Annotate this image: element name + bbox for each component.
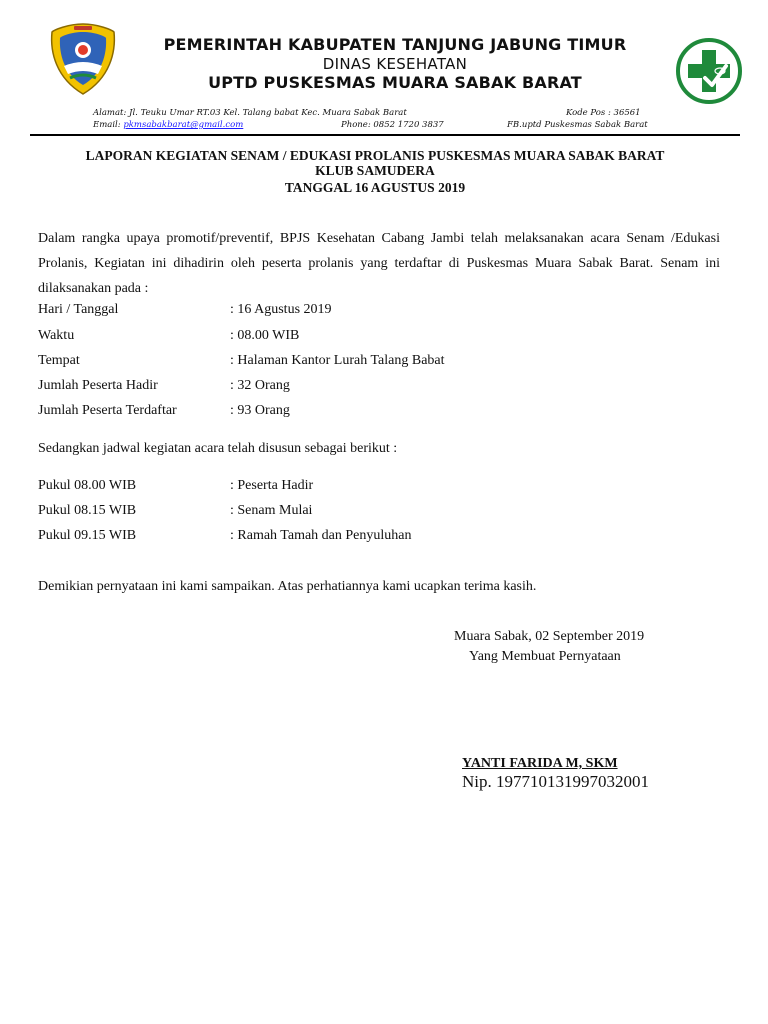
report-title: LAPORAN KEGIATAN SENAM / EDUKASI PROLANIS PUSKESMAS MUARA SABAK BARAT <box>85 148 665 163</box>
government-name: PEMERINTAH KABUPATEN TANJUNG JABUNG TIMUR <box>163 35 627 54</box>
report-date: TANGGAL 16 AGUSTUS 2019 <box>284 180 466 195</box>
detail-label: Jumlah Peserta Hadir <box>38 378 158 393</box>
schedule-time: Pukul 08.15 WIB <box>38 503 137 518</box>
signatory-name: YANTI FARIDA M, SKM <box>462 756 618 771</box>
detail-value: : 16 Agustus 2019 <box>230 302 332 317</box>
schedule-time: Pukul 09.15 WIB <box>38 528 137 543</box>
schedule-activity: : Ramah Tamah dan Penyuluhan <box>230 528 412 543</box>
signatory-nip: Nip. 197710131997032001 <box>462 772 649 791</box>
intro-paragraph: Dalam rangka upaya promotif/preventif, BPJS Kesehatan Cabang Jambi telah melaksanakan acara Senam /Edukasi Prolanis, Kegiatan ini dihadirin oleh peserta prolanis yang terdaftar di Puskesmas Muara Sabak Barat. Senam ini dilaksanakan pada : <box>38 231 720 296</box>
detail-value: : 32 Orang <box>230 378 290 393</box>
schedule-activity: : Peserta Hadir <box>230 478 314 493</box>
phone-text: Phone: 0852 1720 3837 <box>341 120 444 130</box>
detail-value: : 08.00 WIB <box>230 328 300 343</box>
report-club: KLUB SAMUDERA <box>315 163 435 178</box>
postal-code: Kode Pos : 36561 <box>566 108 641 118</box>
place-date: Muara Sabak, 02 September 2019 <box>454 629 645 644</box>
detail-label: Waktu <box>38 328 75 343</box>
email-link[interactable]: pkmsabakbarat@gmail.com <box>123 120 244 130</box>
puskesmas-logo-icon <box>676 38 742 104</box>
schedule-intro: Sedangkan jadwal kegiatan acara telah disusun sebagai berikut : <box>38 441 398 456</box>
closing-statement: Demikian pernyataan ini kami sampaikan. Atas perhatiannya kami ucapkan terima kasih. <box>38 579 537 594</box>
detail-label: Tempat <box>38 353 80 368</box>
header-divider <box>30 134 740 136</box>
detail-label: Jumlah Peserta Terdaftar <box>38 403 177 418</box>
detail-value: : 93 Orang <box>230 403 290 418</box>
schedule-activity: : Senam Mulai <box>230 503 313 518</box>
schedule-time: Pukul 08.00 WIB <box>38 478 137 493</box>
email-label: Email: <box>93 120 124 130</box>
institution-name: UPTD PUSKESMAS MUARA SABAK BARAT <box>208 73 582 92</box>
detail-label: Hari / Tanggal <box>38 302 119 317</box>
signatory-role: Yang Membuat Pernyataan <box>469 649 621 664</box>
department-name: DINAS KESEHATAN <box>322 55 468 73</box>
regency-emblem-icon <box>48 22 118 96</box>
detail-value: : Halaman Kantor Lurah Talang Babat <box>230 353 445 368</box>
address-text: Alamat: Jl. Teuku Umar RT.03 Kel. Talang babat Kec. Muara Sabak Barat <box>93 108 407 118</box>
facebook-text: FB.uptd Puskesmas Sabak Barat <box>507 120 648 130</box>
email-line <box>93 120 243 130</box>
